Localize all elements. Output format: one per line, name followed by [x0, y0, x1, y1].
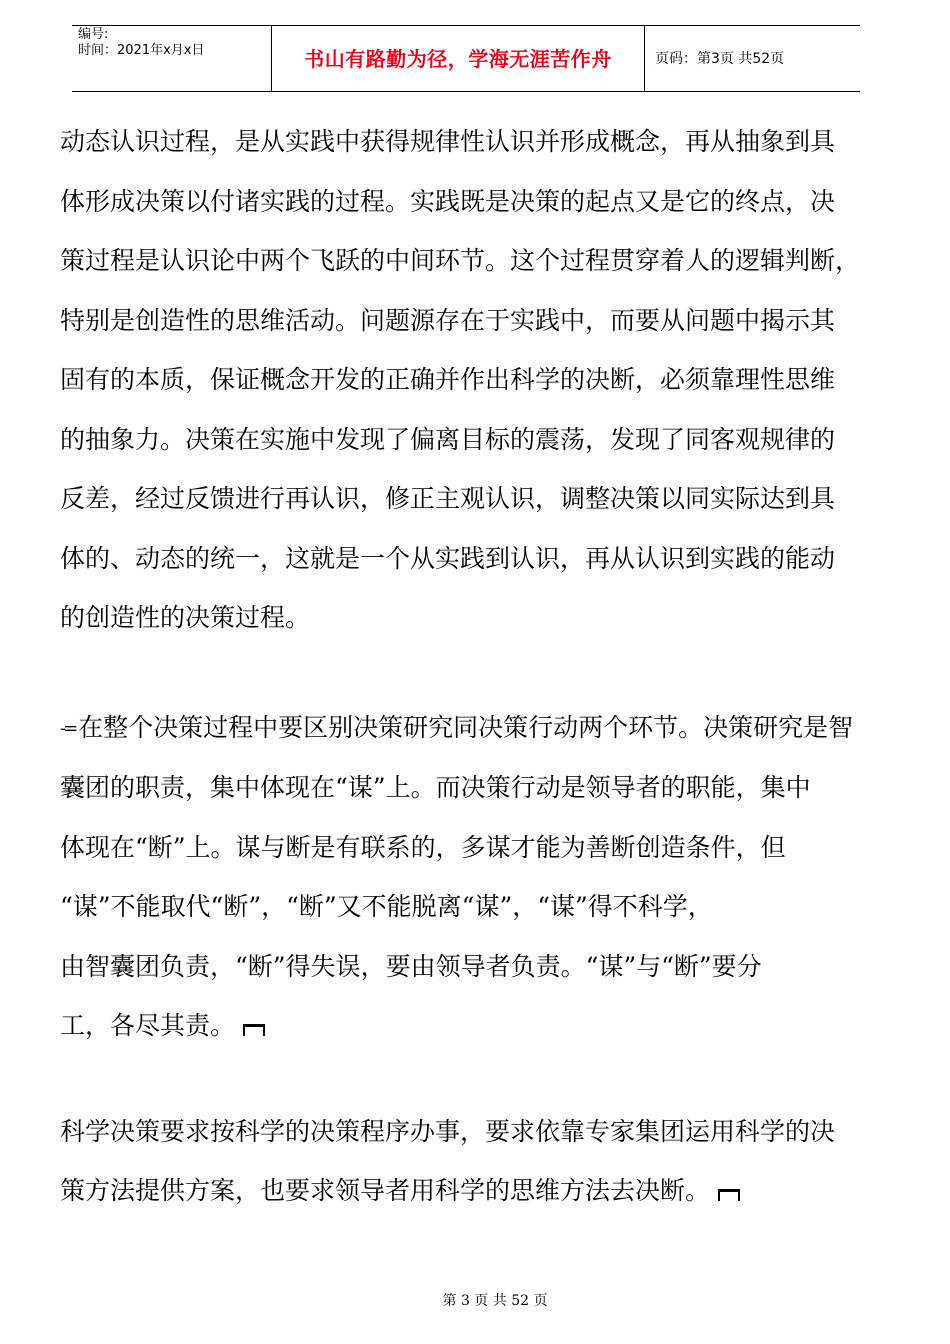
paragraph-line: 囊团的职责，集中体现在“谋”上。而决策行动是领导者的职能，集中 — [60, 773, 811, 802]
header-motto: 书山有路勤为径，学海无涯苦作舟 — [272, 26, 645, 91]
paragraph-line — [60, 1161, 882, 1221]
paragraph-3 — [60, 1102, 882, 1221]
header-meta-cell — [72, 26, 272, 91]
paragraph-line: 体的、动态的统一，这就是一个从实践到认识，再从认识到实践的能动 — [60, 543, 836, 573]
paragraph-line: 动态认识过程，是从实践中获得规律性认识并形成概念，再从抽象到具 — [60, 127, 836, 156]
paragraph-line: 特别是创造性的思维活动。问题源存在于实践中，而要从问题中揭示其 — [60, 305, 836, 335]
paragraph-end-icon — [718, 1187, 740, 1201]
paragraph-line: 由智囊团负责，“断”得失误，要由领导者负责。“谋”与“断”要分 — [60, 951, 762, 981]
paragraph-line: 科学决策要求按科学的决策程序办事，要求依靠专家集团运用科学的决 — [60, 1116, 836, 1146]
paragraph-end-icon — [243, 1022, 265, 1036]
paragraph-line-text: 策方法提供方案，也要求领导者用科学的思维方法去决断。 — [60, 1176, 711, 1205]
document-time-label: 时间：2021年x月x日 — [78, 43, 205, 58]
paragraph-line: 固有的本质，保证概念开发的正确并作出科学的决断，必须靠理性思维 — [60, 365, 836, 394]
list-marker: -= — [60, 717, 76, 739]
paragraph-line: 反差，经过反馈进行再认识，修正主观认识，调整决策以同实际达到具 — [60, 484, 836, 513]
paragraph-2 — [60, 698, 882, 1056]
paragraph-line: 的抽象力。决策在实施中发现了偏离目标的震荡，发现了同客观规律的 — [60, 424, 836, 454]
paragraph-line: 体形成决策以付诸实践的过程。实践既是决策的起点又是它的终点，决 — [60, 186, 836, 216]
header-page-info: 页码：第3页 共52页 — [655, 50, 785, 67]
paragraph-line: 策过程是认识论中两个飞跃的中间环节。这个过程贯穿着人的逻辑判断， — [60, 246, 861, 275]
document-number-label: 编号: — [78, 27, 109, 42]
paragraph-1 — [60, 112, 882, 648]
paragraph-line: 的创造性的决策过程。 — [60, 603, 311, 632]
paragraph-line-text: 工，各尽其责。 — [60, 1011, 236, 1040]
paragraph-line: 体现在“断”上。谋与断是有联系的，多谋才能为善断创造条件，但 — [60, 832, 786, 862]
paragraph-line: “谋”不能取代“断”，“断”又不能脱离“谋”，“谋”得不科学， — [60, 892, 713, 921]
page-footer: 第 3 页 共 52 页 — [442, 1293, 548, 1309]
document-body — [60, 112, 882, 1221]
paragraph-line — [60, 698, 882, 759]
paragraph-line — [60, 996, 882, 1056]
paragraph-line-text: 在整个决策过程中要区别决策研究同决策行动两个环节。决策研究是智 — [78, 712, 854, 742]
page-header — [72, 25, 860, 92]
